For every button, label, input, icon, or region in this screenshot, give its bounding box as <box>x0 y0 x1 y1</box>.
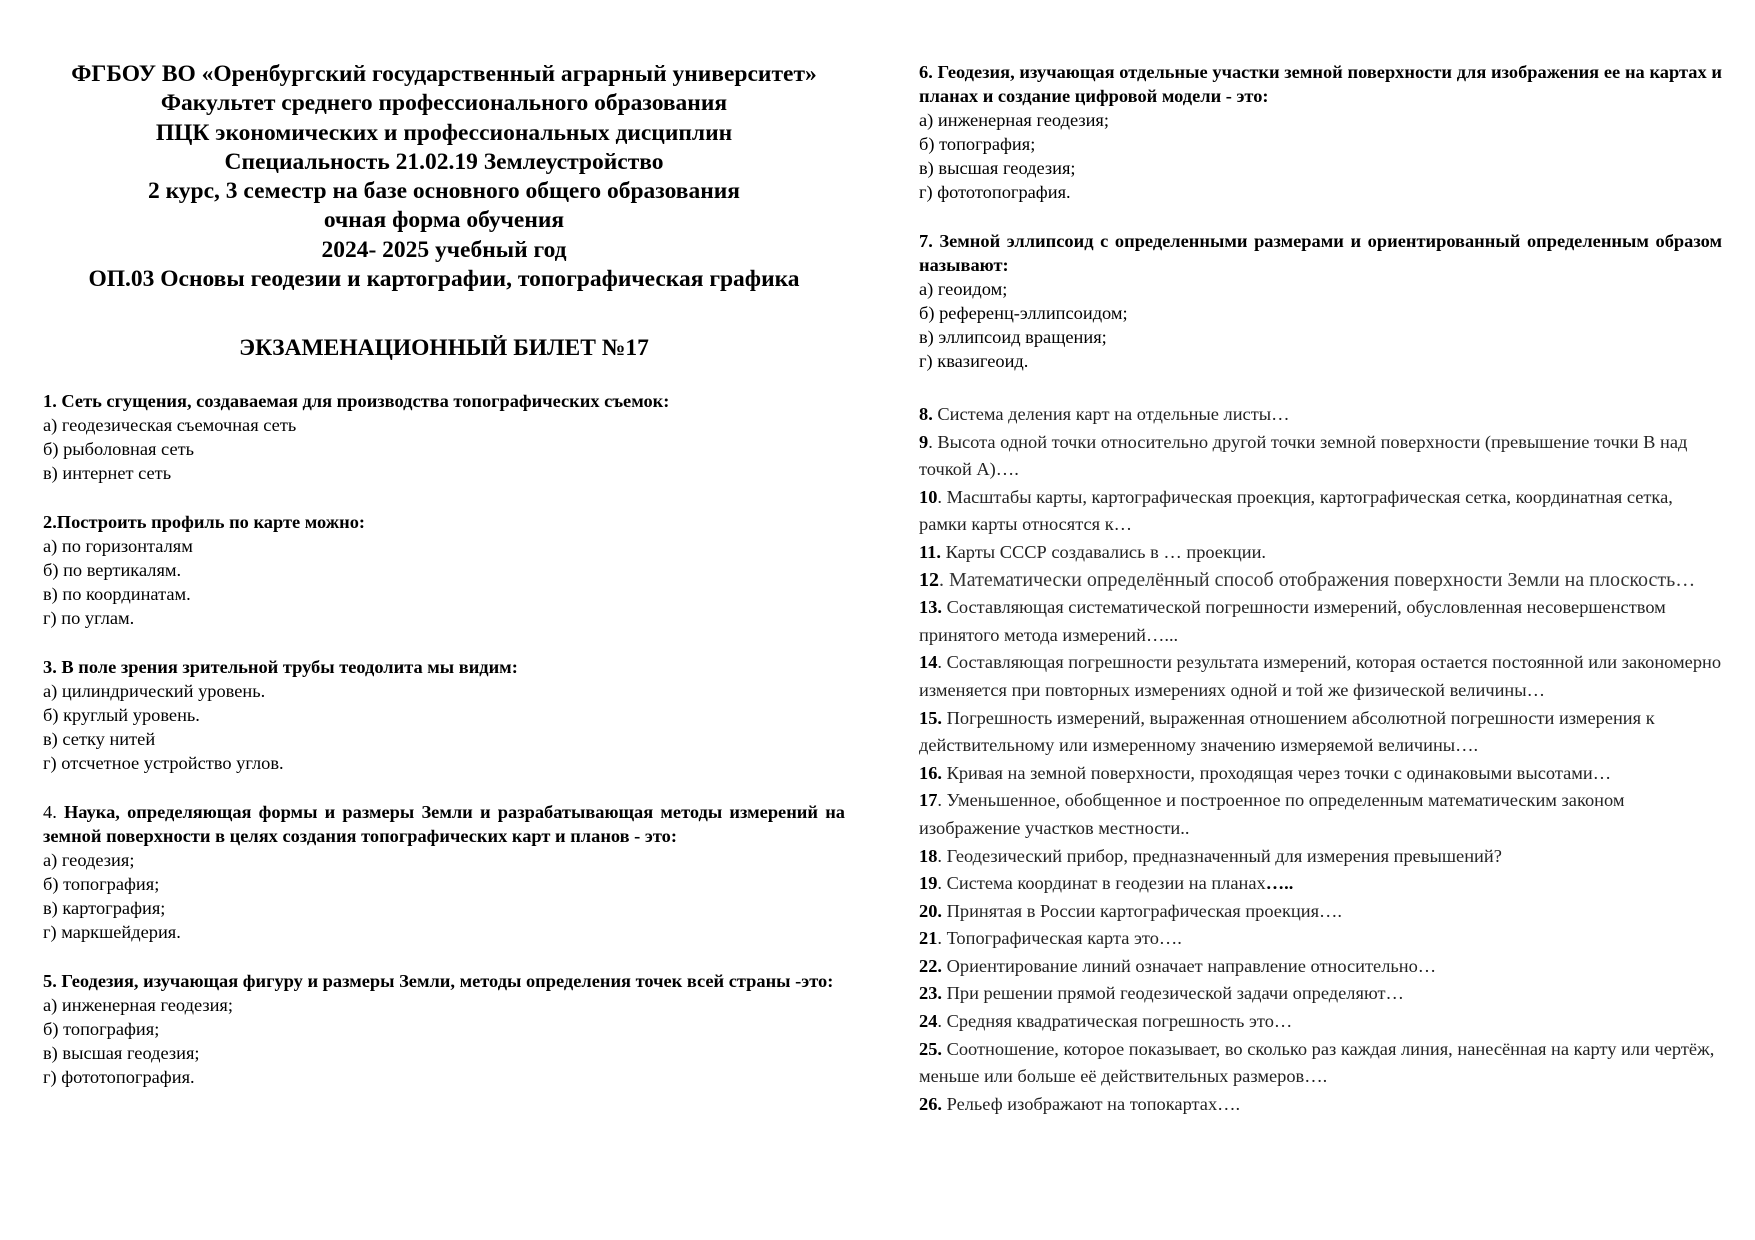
question-text: Рельеф изображают на топокартах…. <box>942 1093 1241 1114</box>
question-12 <box>919 567 1722 595</box>
question-number: 17 <box>919 790 938 811</box>
question-number: 16. <box>919 762 942 783</box>
question-number: 8. <box>919 404 933 424</box>
header-university: ФГБОУ ВО «Оренбургский государственный аграрный университет» <box>71 61 817 87</box>
question-number: 6. <box>919 62 933 82</box>
question-number: 22. <box>919 955 942 976</box>
option: б) топография; <box>43 874 160 895</box>
option: г) по углам. <box>43 608 135 629</box>
option: в) высшая геодезия; <box>919 158 1076 178</box>
question-text: Составляющая систематической погрешности измерений, обусловленная несовершенством принятого метода измерений…... <box>919 597 1666 645</box>
question-10 <box>919 484 1722 539</box>
question-23 <box>919 980 1722 1008</box>
option: г) фототопография. <box>43 1067 195 1088</box>
question-text: . Средняя квадратическая погрешность это… <box>937 1011 1293 1032</box>
question-4 <box>43 800 845 944</box>
question-text: Ориентирование линий означает направление относительно… <box>942 955 1437 976</box>
question-text: Карты СССР создавались в … проекции. <box>940 541 1267 562</box>
question-text: . Высота одной точки относительно другой точки земной поверхности (превышение точки В над точкой А)…. <box>919 431 1688 480</box>
question-19 <box>919 870 1722 898</box>
option: а) геоидом; <box>919 279 1008 299</box>
question-text: При решении прямой геодезической задачи определяют… <box>942 983 1404 1004</box>
question-text: Земной эллипсоид с определенными размерами и ориентированный определенным образом называют: <box>919 231 1722 275</box>
question-number: 10 <box>919 486 938 507</box>
question-5 <box>43 969 845 1089</box>
question-text: В поле зрения зрительной трубы теодолита мы видим: <box>56 657 518 678</box>
option: а) геодезия; <box>43 850 135 871</box>
question-16 <box>919 760 1722 788</box>
header-subject: ОП.03 Основы геодезии и картографии, топографическая графика <box>88 266 800 293</box>
question-number: 2. <box>43 512 57 533</box>
header-year: 2024- 2025 учебный год <box>321 236 567 263</box>
question-number: 18 <box>919 845 938 866</box>
option: в) интернет сеть <box>43 463 172 484</box>
question-number: 1. <box>43 391 57 412</box>
question-11 <box>919 539 1722 567</box>
option: в) сетку нитей <box>43 729 156 750</box>
question-number: 26. <box>919 1093 942 1114</box>
question-1 <box>43 389 845 485</box>
header-specialty: Специальность 21.02.19 Землеустройство <box>224 148 664 175</box>
option: а) по горизонталям <box>43 536 193 557</box>
question-number: 21 <box>919 928 938 949</box>
option: а) цилиндрический уровень. <box>43 681 266 702</box>
question-text: . Геодезический прибор, предназначенный для измерения превышений? <box>937 845 1502 866</box>
option: б) по вертикалям. <box>43 560 182 581</box>
option: б) круглый уровень. <box>43 705 200 726</box>
question-number: 5. <box>43 971 57 992</box>
question-22 <box>919 953 1722 981</box>
question-number: 13. <box>919 597 942 618</box>
option: б) топография; <box>43 1019 160 1040</box>
question-number: 14 <box>919 652 938 673</box>
question-text: . Уменьшенное, обобщенное и построенное по определенным математическим законом изображение участков местности.. <box>919 790 1625 838</box>
question-number: 11. <box>919 541 941 562</box>
question-number: 12 <box>919 568 939 591</box>
question-text: . Составляющая погрешности результата измерений, которая остается постоянной или закономерно изменяется при повторных измерениях одной и той же физической величины… <box>919 652 1722 700</box>
question-text: Геодезия, изучающая фигуру и размеры Земли, методы определения точек всей страны -это: <box>56 971 834 992</box>
header <box>43 60 845 294</box>
question-number: 4. <box>43 802 57 823</box>
option: б) рыболовная сеть <box>43 439 195 460</box>
option: г) квазигеоид. <box>919 351 1029 371</box>
question-number: 15. <box>919 707 942 728</box>
option: в) высшая геодезия; <box>43 1043 200 1064</box>
option: в) картография; <box>43 898 166 919</box>
question-13 <box>919 594 1722 649</box>
header-course: 2 курс, 3 семестр на базе основного общего образования <box>147 178 741 205</box>
question-21 <box>919 925 1722 953</box>
question-text: Система деления карт на отдельные листы… <box>932 404 1290 424</box>
question-8 <box>919 401 1722 429</box>
question-2 <box>43 510 845 630</box>
question-15 <box>919 705 1722 760</box>
question-17 <box>919 787 1722 842</box>
question-text: . Математически определённый способ отображения поверхности Земли на плоскость… <box>939 568 1696 591</box>
option: б) референц-эллипсоидом; <box>919 303 1128 323</box>
question-text: Кривая на земной поверхности, проходящая через точки с одинаковыми высотами… <box>942 762 1612 783</box>
right-column <box>919 60 1722 1118</box>
question-6 <box>919 60 1722 204</box>
question-text: Сеть сгущения, создаваемая для производства топографических съемок: <box>56 391 670 412</box>
header-faculty: Факультет среднего профессионального образования <box>160 90 728 117</box>
question-number: 3. <box>43 657 57 678</box>
question-text: . Топографическая карта это…. <box>937 928 1182 949</box>
question-26 <box>919 1091 1722 1119</box>
question-number: 24 <box>919 1011 938 1032</box>
question-number: 23. <box>919 983 942 1004</box>
ticket-title: ЭКЗАМЕНАЦИОННЫЙ БИЛЕТ №17 <box>239 335 649 362</box>
option: а) инженерная геодезия; <box>919 110 1110 130</box>
question-9 <box>919 429 1722 484</box>
question-14 <box>919 649 1722 704</box>
option: б) топография; <box>919 134 1036 154</box>
question-text: Погрешность измерений, выраженная отношением абсолютной погрешности измерения к действительному или измеренному значению измеряемой величины…. <box>919 707 1655 756</box>
question-number: 7. <box>919 231 933 251</box>
question-number: 25. <box>919 1038 942 1059</box>
question-25 <box>919 1036 1722 1091</box>
option: г) фототопография. <box>919 182 1071 202</box>
option: а) геодезическая съемочная сеть <box>43 415 297 436</box>
question-text: Соотношение, которое показывает, во сколько раз каждая линия, нанесённая на карту или чертёж, меньше или больше её действительных размеров…. <box>919 1038 1715 1087</box>
option: г) маркшейдерия. <box>43 922 181 943</box>
question-3 <box>43 655 845 775</box>
question-number: 20. <box>919 900 942 921</box>
question-text: Построить профиль по карте можно: <box>56 512 366 533</box>
option: в) эллипсоид вращения; <box>919 327 1107 347</box>
option: г) отсчетное устройство углов. <box>43 753 284 774</box>
question-text: . Система координат в геодезии на планах <box>937 873 1266 894</box>
question-number: 9 <box>919 431 929 452</box>
question-ellipsis: ….. <box>1265 873 1294 894</box>
question-7 <box>919 229 1722 373</box>
question-18 <box>919 843 1722 871</box>
header-study-form: очная форма обучения <box>323 207 565 234</box>
option: в) по координатам. <box>43 584 191 605</box>
question-text: Принятая в России картографическая проекция…. <box>942 900 1343 921</box>
header-department: ПЦК экономических и профессиональных дисциплин <box>155 119 733 146</box>
question-20 <box>919 898 1722 926</box>
left-column <box>43 60 845 1089</box>
question-text: Наука, определяющая формы и размеры Земли и разрабатывающая методы измерений на земной поверхности в целях создания топографических карт и планов - это: <box>43 802 845 847</box>
option: а) инженерная геодезия; <box>43 995 234 1016</box>
question-number: 19 <box>919 873 938 894</box>
question-text: . Масштабы карты, картографическая проекция, картографическая сетка, координатная сетка, рамки карты относятся к… <box>919 486 1673 535</box>
question-24 <box>919 1008 1722 1036</box>
question-text: Геодезия, изучающая отдельные участки земной поверхности для изображения ее на картах и планах и создание цифровой модели - это: <box>919 62 1722 106</box>
